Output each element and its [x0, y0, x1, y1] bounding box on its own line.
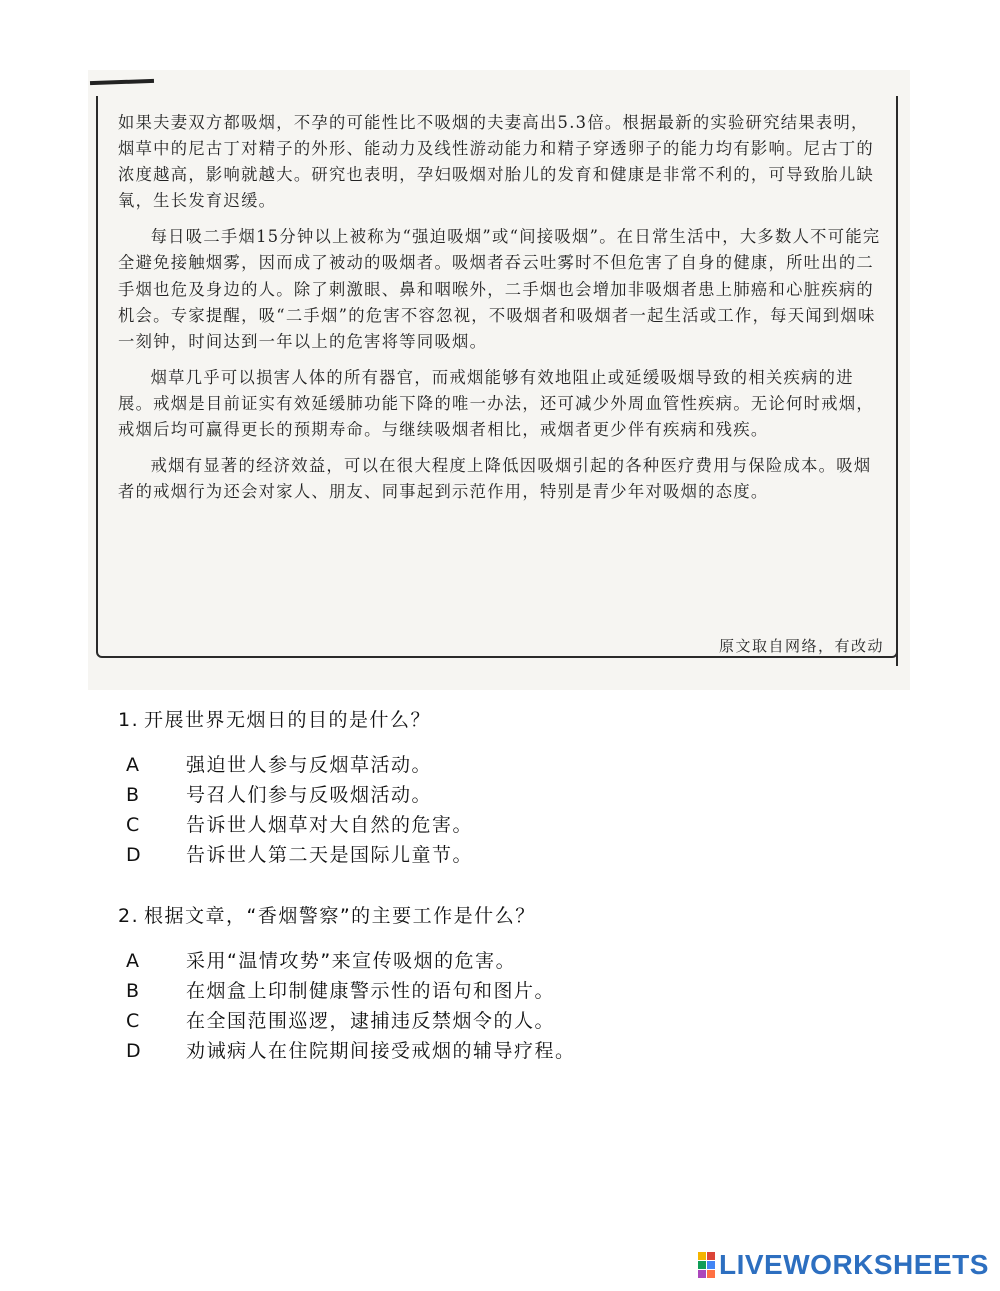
logo-block-4: [707, 1261, 715, 1269]
question-number: 1.: [118, 709, 140, 731]
question-text: 根据文章，“香烟警察”的主要工作是什么？: [144, 905, 536, 927]
option-d[interactable]: [126, 840, 898, 870]
option-text: 在全国范围巡逻，逮捕违反禁烟令的人。: [186, 1010, 556, 1032]
logo-block-1: [698, 1252, 706, 1260]
question-stem: [118, 896, 898, 936]
watermark-text: LIVEWORKSHEETS: [719, 1249, 989, 1280]
logo-block-6: [707, 1270, 715, 1278]
question-2: [118, 896, 898, 1066]
option-c[interactable]: [126, 1006, 898, 1036]
liveworksheets-logo-icon: [698, 1252, 715, 1278]
question-number: 2.: [118, 905, 140, 927]
option-letter: A: [126, 754, 141, 776]
option-letter: C: [126, 814, 141, 836]
option-letter: B: [126, 980, 141, 1002]
option-b[interactable]: [126, 976, 898, 1006]
option-letter: A: [126, 950, 141, 972]
logo-block-3: [698, 1261, 706, 1269]
option-a[interactable]: [126, 946, 898, 976]
option-text: 强迫世人参与反烟草活动。: [186, 754, 433, 776]
option-c[interactable]: [126, 810, 898, 840]
liveworksheets-watermark: [698, 1248, 989, 1282]
question-stem: [118, 700, 898, 740]
option-text: 采用“温情攻势”来宣传吸烟的危害。: [186, 950, 517, 972]
passage-text: [118, 110, 886, 515]
passage-frame-right-edge: [896, 96, 898, 666]
option-list: [118, 750, 898, 870]
option-text: 劝诫病人在住院期间接受戒烟的辅导疗程。: [186, 1040, 576, 1062]
option-letter: C: [126, 1010, 141, 1032]
option-d[interactable]: [126, 1036, 898, 1066]
option-letter: D: [126, 844, 143, 866]
passage-source: 原文取自网络，有改动: [718, 637, 884, 655]
option-text: 号召人们参与反吸烟活动。: [186, 784, 433, 806]
option-letter: D: [126, 1040, 143, 1062]
question-text: 开展世界无烟日的目的是什么？: [144, 709, 432, 731]
option-text: 告诉世人烟草对大自然的危害。: [186, 814, 474, 836]
passage-paragraph-4: 戒烟有显著的经济效益，可以在很大程度上降低因吸烟引起的各种医疗费用与保险成本。吸烟者的戒烟行为还会对家人、朋友、同事起到示范作用，特别是青少年对吸烟的态度。: [118, 456, 872, 502]
question-1: [118, 700, 898, 870]
logo-block-2: [707, 1252, 715, 1260]
option-list: [118, 946, 898, 1066]
option-b[interactable]: [126, 780, 898, 810]
option-text: 告诉世人第二天是国际儿童节。: [186, 844, 474, 866]
option-letter: B: [126, 784, 141, 806]
option-text: 在烟盒上印制健康警示性的语句和图片。: [186, 980, 556, 1002]
passage-paragraph-3: 烟草几乎可以损害人体的所有器官，而戒烟能够有效地阻止或延缓吸烟导致的相关疾病的进展。戒烟是目前证实有效延缓肺功能下降的唯一办法，还可减少外周血管性疾病。无论何时戒烟，戒烟后均可赢得更长的预期寿命。与继续吸烟者相比，戒烟者更少伴有疾病和残疾。: [118, 367, 874, 440]
option-a[interactable]: [126, 750, 898, 780]
passage-paragraph-1: 如果夫妻双方都吸烟，不孕的可能性比不吸烟的夫妻高出5.3倍。根据最新的实验研究结果表明，烟草中的尼古丁对精子的外形、能动力及线性游动能力和精子穿透卵子的能力均有影响。尼古丁的浓度越高，影响就越大。研究也表明，孕妇吸烟对胎儿的发育和健康是非常不利的，可导致胎儿缺氧，生长发育迟缓。: [118, 113, 874, 211]
question-list: [118, 700, 898, 1092]
passage-paragraph-2: 每日吸二手烟15分钟以上被称为“强迫吸烟”或“间接吸烟”。在日常生活中，大多数人不可能完全避免接触烟雾，因而成了被动的吸烟者。吸烟者吞云吐雾时不但危害了自身的健康，所吐出的二手烟也危及身边的人。除了刺激眼、鼻和咽喉外，二手烟也会增加非吸烟者患上肺癌和心脏疾病的机会。专家提醒，吸“二手烟”的危害不容忽视，不吸烟者和吸烟者一起生活或工作，每天闻到烟味一刻钟，时间达到一年以上的危害将等同吸烟。: [118, 227, 881, 351]
logo-block-5: [698, 1270, 706, 1278]
